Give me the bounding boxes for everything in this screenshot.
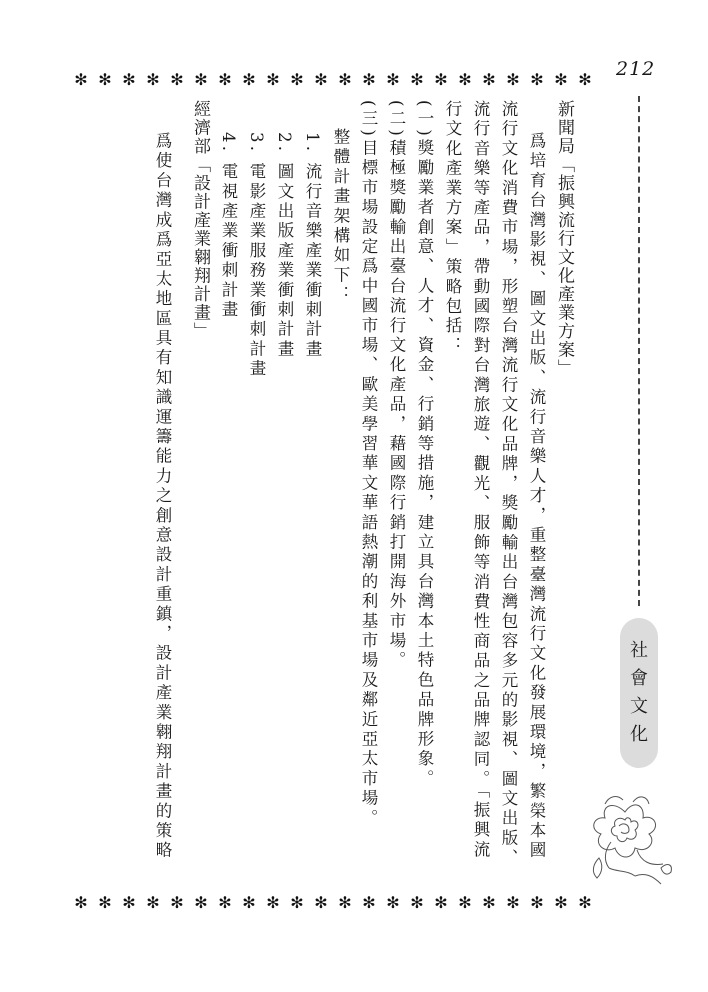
star-ornament-icon: ✻ bbox=[146, 893, 160, 912]
section-tab-char: 文 bbox=[630, 696, 648, 717]
star-ornament-icon: ✻ bbox=[554, 893, 568, 912]
star-ornament-icon: ✻ bbox=[458, 893, 472, 912]
paragraph-line: 爲使台灣成爲亞太地區具有知識運籌能力之創意設計重鎮，設計產業翱翔計畫的策略 bbox=[153, 132, 172, 861]
star-ornament-icon: ✻ bbox=[362, 893, 376, 912]
star-ornament-icon: ✻ bbox=[578, 70, 592, 89]
paragraph-line: 流行文化消費市場，形塑台灣流行文化品牌，獎勵輸出台灣包容多元的影視、圖文出版、 bbox=[499, 100, 518, 869]
star-ornament-icon: ✻ bbox=[146, 70, 160, 89]
section-heading-economy-ministry: 經濟部「設計產業翱翔計畫」 bbox=[190, 100, 210, 341]
framework-item: 2. 圖文出版產業衝刺計畫 bbox=[275, 132, 294, 360]
star-ornament-icon: ✻ bbox=[578, 893, 592, 912]
star-ornament-icon: ✻ bbox=[290, 893, 304, 912]
paragraph-line: 爲培育台灣影視、圖文出版、流行音樂人才，重整臺灣流行文化發展環境，繁榮本國 bbox=[527, 132, 546, 861]
paragraph-line: 行文化產業方案」策略包括： bbox=[443, 100, 462, 357]
star-ornament-icon: ✻ bbox=[554, 70, 568, 89]
framework-item: 1. 流行音樂產業衝刺計畫 bbox=[303, 132, 322, 360]
top-star-border bbox=[72, 70, 594, 90]
star-ornament-icon: ✻ bbox=[506, 893, 520, 912]
vertical-text-body bbox=[148, 100, 578, 890]
star-ornament-icon: ✻ bbox=[74, 893, 88, 912]
section-tab-char: 社 bbox=[630, 640, 648, 661]
star-ornament-icon: ✻ bbox=[170, 893, 184, 912]
star-ornament-icon: ✻ bbox=[410, 70, 424, 89]
star-ornament-icon: ✻ bbox=[458, 70, 472, 89]
strategy-item: (二)積極獎勵輸出臺台流行文化產品，藉國際行銷打開海外市場。 bbox=[387, 100, 406, 671]
star-ornament-icon: ✻ bbox=[218, 893, 232, 912]
star-ornament-icon: ✻ bbox=[506, 70, 520, 89]
bottom-star-border bbox=[72, 893, 594, 913]
star-ornament-icon: ✻ bbox=[482, 893, 496, 912]
framework-item: 4. 電視產業衝刺計畫 bbox=[219, 132, 238, 321]
star-ornament-icon: ✻ bbox=[266, 893, 280, 912]
star-ornament-icon: ✻ bbox=[266, 70, 280, 89]
star-ornament-icon: ✻ bbox=[122, 893, 136, 912]
strategy-item: (三)目標市場設定爲中國市場、歐美學習華文華語熱潮的利基市場及鄰近亞太市場。 bbox=[359, 100, 378, 829]
framework-intro: 整體計畫架構如下： bbox=[331, 128, 350, 306]
star-ornament-icon: ✻ bbox=[98, 70, 112, 89]
margin-dashed-line bbox=[638, 96, 640, 606]
strategy-item: (一)獎勵業者創意、人才、資金、行銷等措施，建立具台灣本土特色品牌形象。 bbox=[415, 100, 434, 790]
star-ornament-icon: ✻ bbox=[362, 70, 376, 89]
star-ornament-icon: ✻ bbox=[410, 893, 424, 912]
star-ornament-icon: ✻ bbox=[194, 893, 208, 912]
section-heading-news-bureau: 新聞局「振興流行文化產業方案」 bbox=[554, 100, 574, 378]
star-ornament-icon: ✻ bbox=[530, 893, 544, 912]
section-tab bbox=[620, 618, 658, 768]
star-ornament-icon: ✻ bbox=[434, 893, 448, 912]
star-ornament-icon: ✻ bbox=[386, 70, 400, 89]
star-ornament-icon: ✻ bbox=[242, 893, 256, 912]
star-ornament-icon: ✻ bbox=[74, 70, 88, 89]
framework-item: 3. 電影產業服務業衝刺計畫 bbox=[247, 132, 266, 380]
star-ornament-icon: ✻ bbox=[98, 893, 112, 912]
page-number: 212 bbox=[616, 58, 656, 80]
section-tab-char: 化 bbox=[630, 724, 648, 745]
star-ornament-icon: ✻ bbox=[290, 70, 304, 89]
star-ornament-icon: ✻ bbox=[386, 893, 400, 912]
star-ornament-icon: ✻ bbox=[218, 70, 232, 89]
star-ornament-icon: ✻ bbox=[482, 70, 496, 89]
peony-flower-icon bbox=[575, 772, 675, 892]
star-ornament-icon: ✻ bbox=[314, 893, 328, 912]
star-ornament-icon: ✻ bbox=[242, 70, 256, 89]
star-ornament-icon: ✻ bbox=[194, 70, 208, 89]
star-ornament-icon: ✻ bbox=[170, 70, 184, 89]
star-ornament-icon: ✻ bbox=[314, 70, 328, 89]
section-tab-char: 會 bbox=[630, 668, 648, 689]
paragraph-line: 流行音樂等產品，帶動國際對台灣旅遊、觀光、服飾等消費性商品之品牌認同。「振興流 bbox=[471, 100, 490, 861]
star-ornament-icon: ✻ bbox=[338, 893, 352, 912]
star-ornament-icon: ✻ bbox=[122, 70, 136, 89]
star-ornament-icon: ✻ bbox=[338, 70, 352, 89]
star-ornament-icon: ✻ bbox=[434, 70, 448, 89]
star-ornament-icon: ✻ bbox=[530, 70, 544, 89]
